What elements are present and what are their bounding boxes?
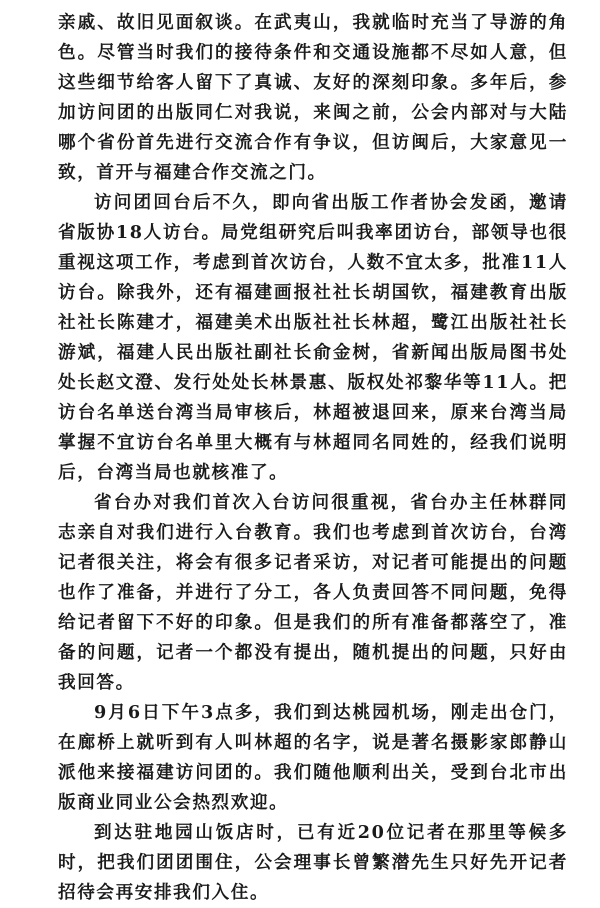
paragraph-4: 9月6日下午3点多，我们到达桃园机场，刚走出仓门，在廊桥上就听到有人叫林超的名字，说是著名摄影家郎静山派他来接福建访问团的。我们随他顺利出关，受到台北市出版商业同业公会热烈欢迎。 <box>58 702 568 813</box>
paragraph-5: 到达驻地园山饭店时，已有近20位记者在那里等候多时，把我们团团围住，公会理事长曾繁潜先生只好先开记者招待会再安排我们入住。 <box>58 822 568 903</box>
paragraph-1: 亲戚、故旧见面叙谈。在武夷山，我就临时充当了导游的角色。尽管当时我们的接待条件和交通设施都不尽如人意，但这些细节给客人留下了真诚、友好的深刻印象。多年后，参加访问团的出版同仁对我说，来闽之前，公会内部对与大陆哪个省份首先进行交流合作有争议，但访闽后，大家意见一致，首开与福建合作交流之门。 <box>58 12 568 183</box>
document-page <box>58 8 568 908</box>
paragraph-2: 访问团回台后不久，即向省出版工作者协会发函，邀请省版协18人访台。局党组研究后叫我率团访台，部领导也很重视这项工作，考虑到首次访台，人数不宜太多，批准11人访台。除我外，还有福建画报社社长胡国钦，福建教育出版社社长陈建才，福建美术出版社社长林超，鹭江出版社社长游斌，福建人民出版社副社长俞金树，省新闻出版局图书处处长赵文澄、发行处处长林景惠、版权处祁黎华等11人。把访台名单送台湾当局审核后，林超被退回来，原来台湾当局掌握不宜访台名单里大概有与林超同名同姓的，经我们说明后，台湾当局也就核准了。 <box>58 192 568 483</box>
paragraph-3: 省台办对我们首次入台访问很重视，省台办主任林群同志亲自对我们进行入台教育。我们也考虑到首次访台，台湾记者很关注，将会有很多记者采访，对记者可能提出的问题也作了准备，并进行了分工，各人负责回答不同问题，免得给记者留下不好的印象。但是我们的所有准备都落空了，准备的问题，记者一个都没有提出，随机提出的问题，只好由我回答。 <box>58 492 568 693</box>
